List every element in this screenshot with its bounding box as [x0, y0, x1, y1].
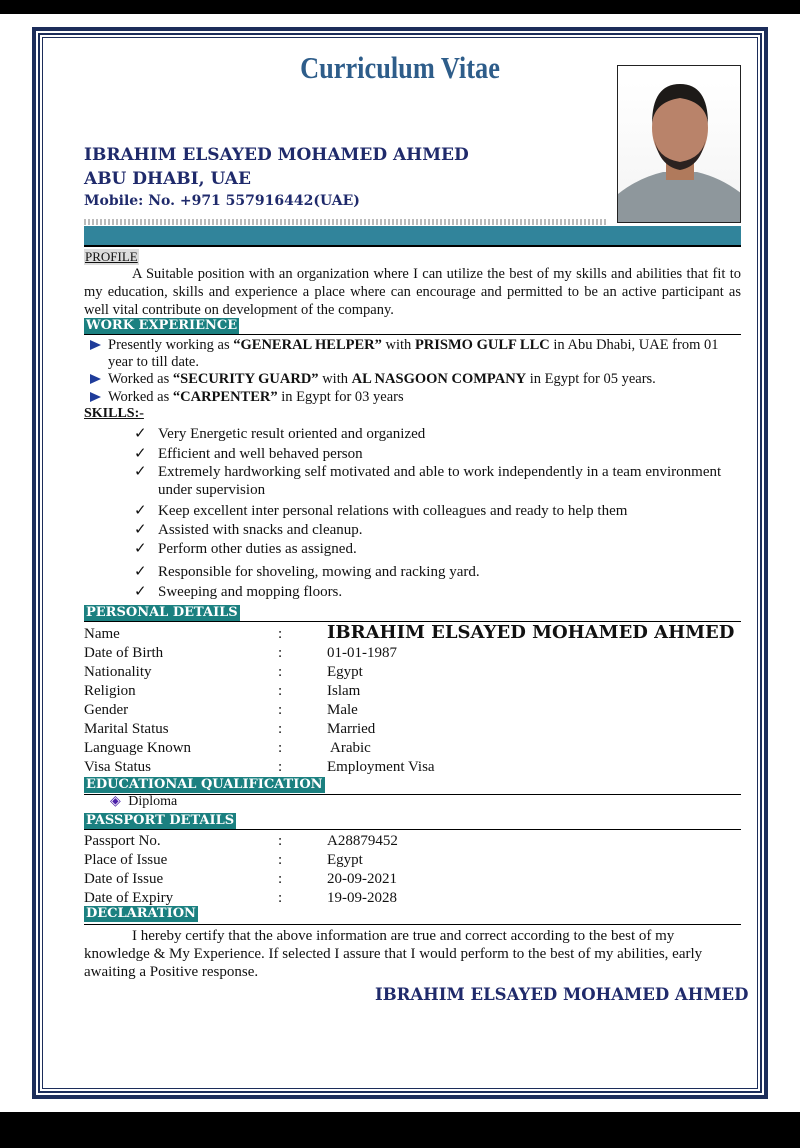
work-item	[90, 337, 740, 371]
detail-row	[84, 758, 741, 777]
personal-details-heading: PERSONAL DETAILS	[86, 605, 238, 620]
skill-text: Extremely hardworking self motivated and able to work independently in a team environment under supervision	[158, 464, 722, 498]
detail-separator: :	[278, 833, 283, 849]
detail-label: Religion	[84, 683, 136, 699]
candidate-name: IBRAHIM ELSAYED MOHAMED AHMED	[84, 145, 469, 165]
work-text: in Egypt for 03 years	[277, 389, 404, 405]
work-text: Presently working as	[108, 337, 234, 353]
work-text: in Egypt for 05 years.	[526, 371, 656, 387]
checkmark-icon: ✓	[134, 503, 147, 519]
detail-value: Employment Visa	[327, 759, 435, 775]
skill-text: Efficient and well behaved person	[158, 446, 363, 462]
work-text: in Abu Dhabi, UAE from 01 year to till date.	[108, 337, 719, 370]
checkmark-icon: ✓	[134, 464, 147, 480]
detail-separator: :	[278, 740, 283, 756]
skill-item	[134, 521, 740, 539]
company-name: PRISMO GULF LLC	[414, 337, 550, 353]
detail-separator: :	[278, 664, 283, 680]
detail-value: A28879452	[327, 833, 398, 849]
skill-text: Sweeping and mopping floors.	[158, 584, 343, 600]
detail-label: Date of Expiry	[84, 890, 174, 906]
profile-text: A Suitable position with an organization where I can utilize the best of my skills and abilities that fit to my education, skills and experience a place where can encourage and permitted to be an active participant as well vital contribute on development of the company.	[84, 266, 741, 318]
checkmark-icon: ✓	[134, 584, 147, 600]
triangle-bullet-icon	[90, 340, 101, 350]
detail-row	[84, 889, 741, 908]
work-text: Worked as	[108, 371, 173, 387]
detail-row	[84, 701, 741, 720]
detail-separator: :	[278, 702, 283, 718]
detail-separator: :	[278, 721, 283, 737]
passport-details-heading: PASSPORT DETAILS	[86, 813, 235, 828]
detail-label: Nationality	[84, 664, 152, 680]
skill-item	[134, 583, 740, 601]
job-title: “CARPENTER”	[172, 389, 278, 405]
detail-separator: :	[278, 871, 283, 887]
profile-heading: PROFILE	[85, 249, 138, 264]
skill-text: Very Energetic result oriented and organized	[158, 426, 426, 442]
detail-separator: :	[278, 852, 283, 868]
section-rule	[84, 794, 741, 795]
signature-name: IBRAHIM ELSAYED MOHAMED AHMED	[375, 985, 749, 1004]
work-item	[90, 389, 740, 406]
zigzag-divider	[84, 219, 606, 225]
detail-label: Name	[84, 626, 120, 642]
detail-value: 19-09-2028	[327, 890, 397, 906]
top-bar	[0, 0, 800, 14]
detail-separator: :	[278, 626, 283, 642]
detail-label: Marital Status	[84, 721, 169, 737]
skill-item	[134, 463, 740, 499]
work-experience-heading: WORK EXPERIENCE	[86, 318, 238, 333]
detail-row	[84, 739, 741, 758]
detail-separator: :	[278, 759, 283, 775]
skill-text: Keep excellent inter personal relations with colleagues and ready to help them	[158, 503, 628, 519]
header-band	[84, 226, 741, 247]
detail-row	[84, 622, 741, 644]
detail-row	[84, 682, 741, 701]
declaration-text: I hereby certify that the above information are true and correct according to the best of my knowledge & My Experience. If selected I assure that I would perform to the best of my abilities, early awaiting a Positive response.	[84, 928, 703, 980]
detail-label: Passport No.	[84, 833, 161, 849]
detail-row	[84, 644, 741, 663]
section-rule	[84, 829, 741, 830]
education-heading: EDUCATIONAL QUALIFICATION	[86, 777, 323, 792]
skills-heading: SKILLS:-	[84, 406, 144, 421]
profile-photo	[617, 65, 741, 223]
detail-separator: :	[278, 683, 283, 699]
company-name: AL NASGOON COMPANY	[351, 371, 527, 387]
detail-label: Gender	[84, 702, 129, 718]
detail-value: Egypt	[327, 664, 363, 680]
education-item	[110, 794, 177, 810]
checkmark-icon: ✓	[134, 564, 147, 580]
detail-value: 01-01-1987	[327, 645, 397, 661]
detail-value: Male	[327, 702, 358, 718]
candidate-mobile: Mobile: No. +971 557916442(UAE)	[84, 193, 360, 209]
skill-item	[134, 563, 740, 581]
skill-item	[134, 425, 740, 443]
skill-text: Assisted with snacks and cleanup.	[158, 522, 363, 538]
detail-label: Visa Status	[84, 759, 152, 775]
triangle-bullet-icon	[90, 374, 101, 384]
detail-row	[84, 663, 741, 682]
candidate-location: ABU DHABI, UAE	[84, 169, 251, 189]
education-item-text: Diploma	[128, 794, 178, 809]
page-title: Curriculum Vitae	[300, 50, 500, 85]
checkmark-icon: ✓	[134, 446, 147, 462]
triangle-bullet-icon	[90, 392, 101, 402]
skill-item	[134, 502, 740, 520]
checkmark-icon: ✓	[134, 522, 147, 538]
detail-row	[84, 832, 741, 851]
work-item	[90, 371, 740, 388]
declaration-heading: DECLARATION	[86, 906, 196, 921]
checkmark-icon: ✓	[134, 426, 147, 442]
detail-separator: :	[278, 645, 283, 661]
skill-text: Perform other duties as assigned.	[158, 541, 357, 557]
detail-row	[84, 720, 741, 739]
job-title: “SECURITY GUARD”	[172, 371, 319, 387]
detail-value: 20-09-2021	[327, 871, 397, 887]
detail-value: Arabic	[330, 740, 371, 756]
detail-label: Date of Birth	[84, 645, 164, 661]
section-rule	[84, 924, 741, 925]
detail-row	[84, 851, 741, 870]
diamond-bullet-icon: ◈	[110, 794, 121, 809]
detail-label: Date of Issue	[84, 871, 164, 887]
section-rule	[84, 334, 741, 335]
skill-text: Responsible for shoveling, mowing and racking yard.	[158, 564, 480, 580]
detail-value: Egypt	[327, 852, 363, 868]
detail-separator: :	[278, 890, 283, 906]
work-text: with	[381, 337, 415, 353]
bottom-bar	[0, 1112, 800, 1148]
job-title: “GENERAL HELPER”	[233, 337, 382, 353]
detail-row	[84, 870, 741, 889]
work-text: Worked as	[108, 389, 173, 405]
detail-label: Place of Issue	[84, 852, 168, 868]
detail-value: Islam	[327, 683, 361, 699]
skill-item	[134, 445, 740, 463]
detail-label: Language Known	[84, 740, 192, 756]
checkmark-icon: ✓	[134, 541, 147, 557]
detail-value: IBRAHIM ELSAYED MOHAMED AHMED	[327, 622, 735, 643]
detail-value: Married	[327, 721, 376, 737]
work-text: with	[318, 371, 352, 387]
skill-item	[134, 540, 740, 558]
